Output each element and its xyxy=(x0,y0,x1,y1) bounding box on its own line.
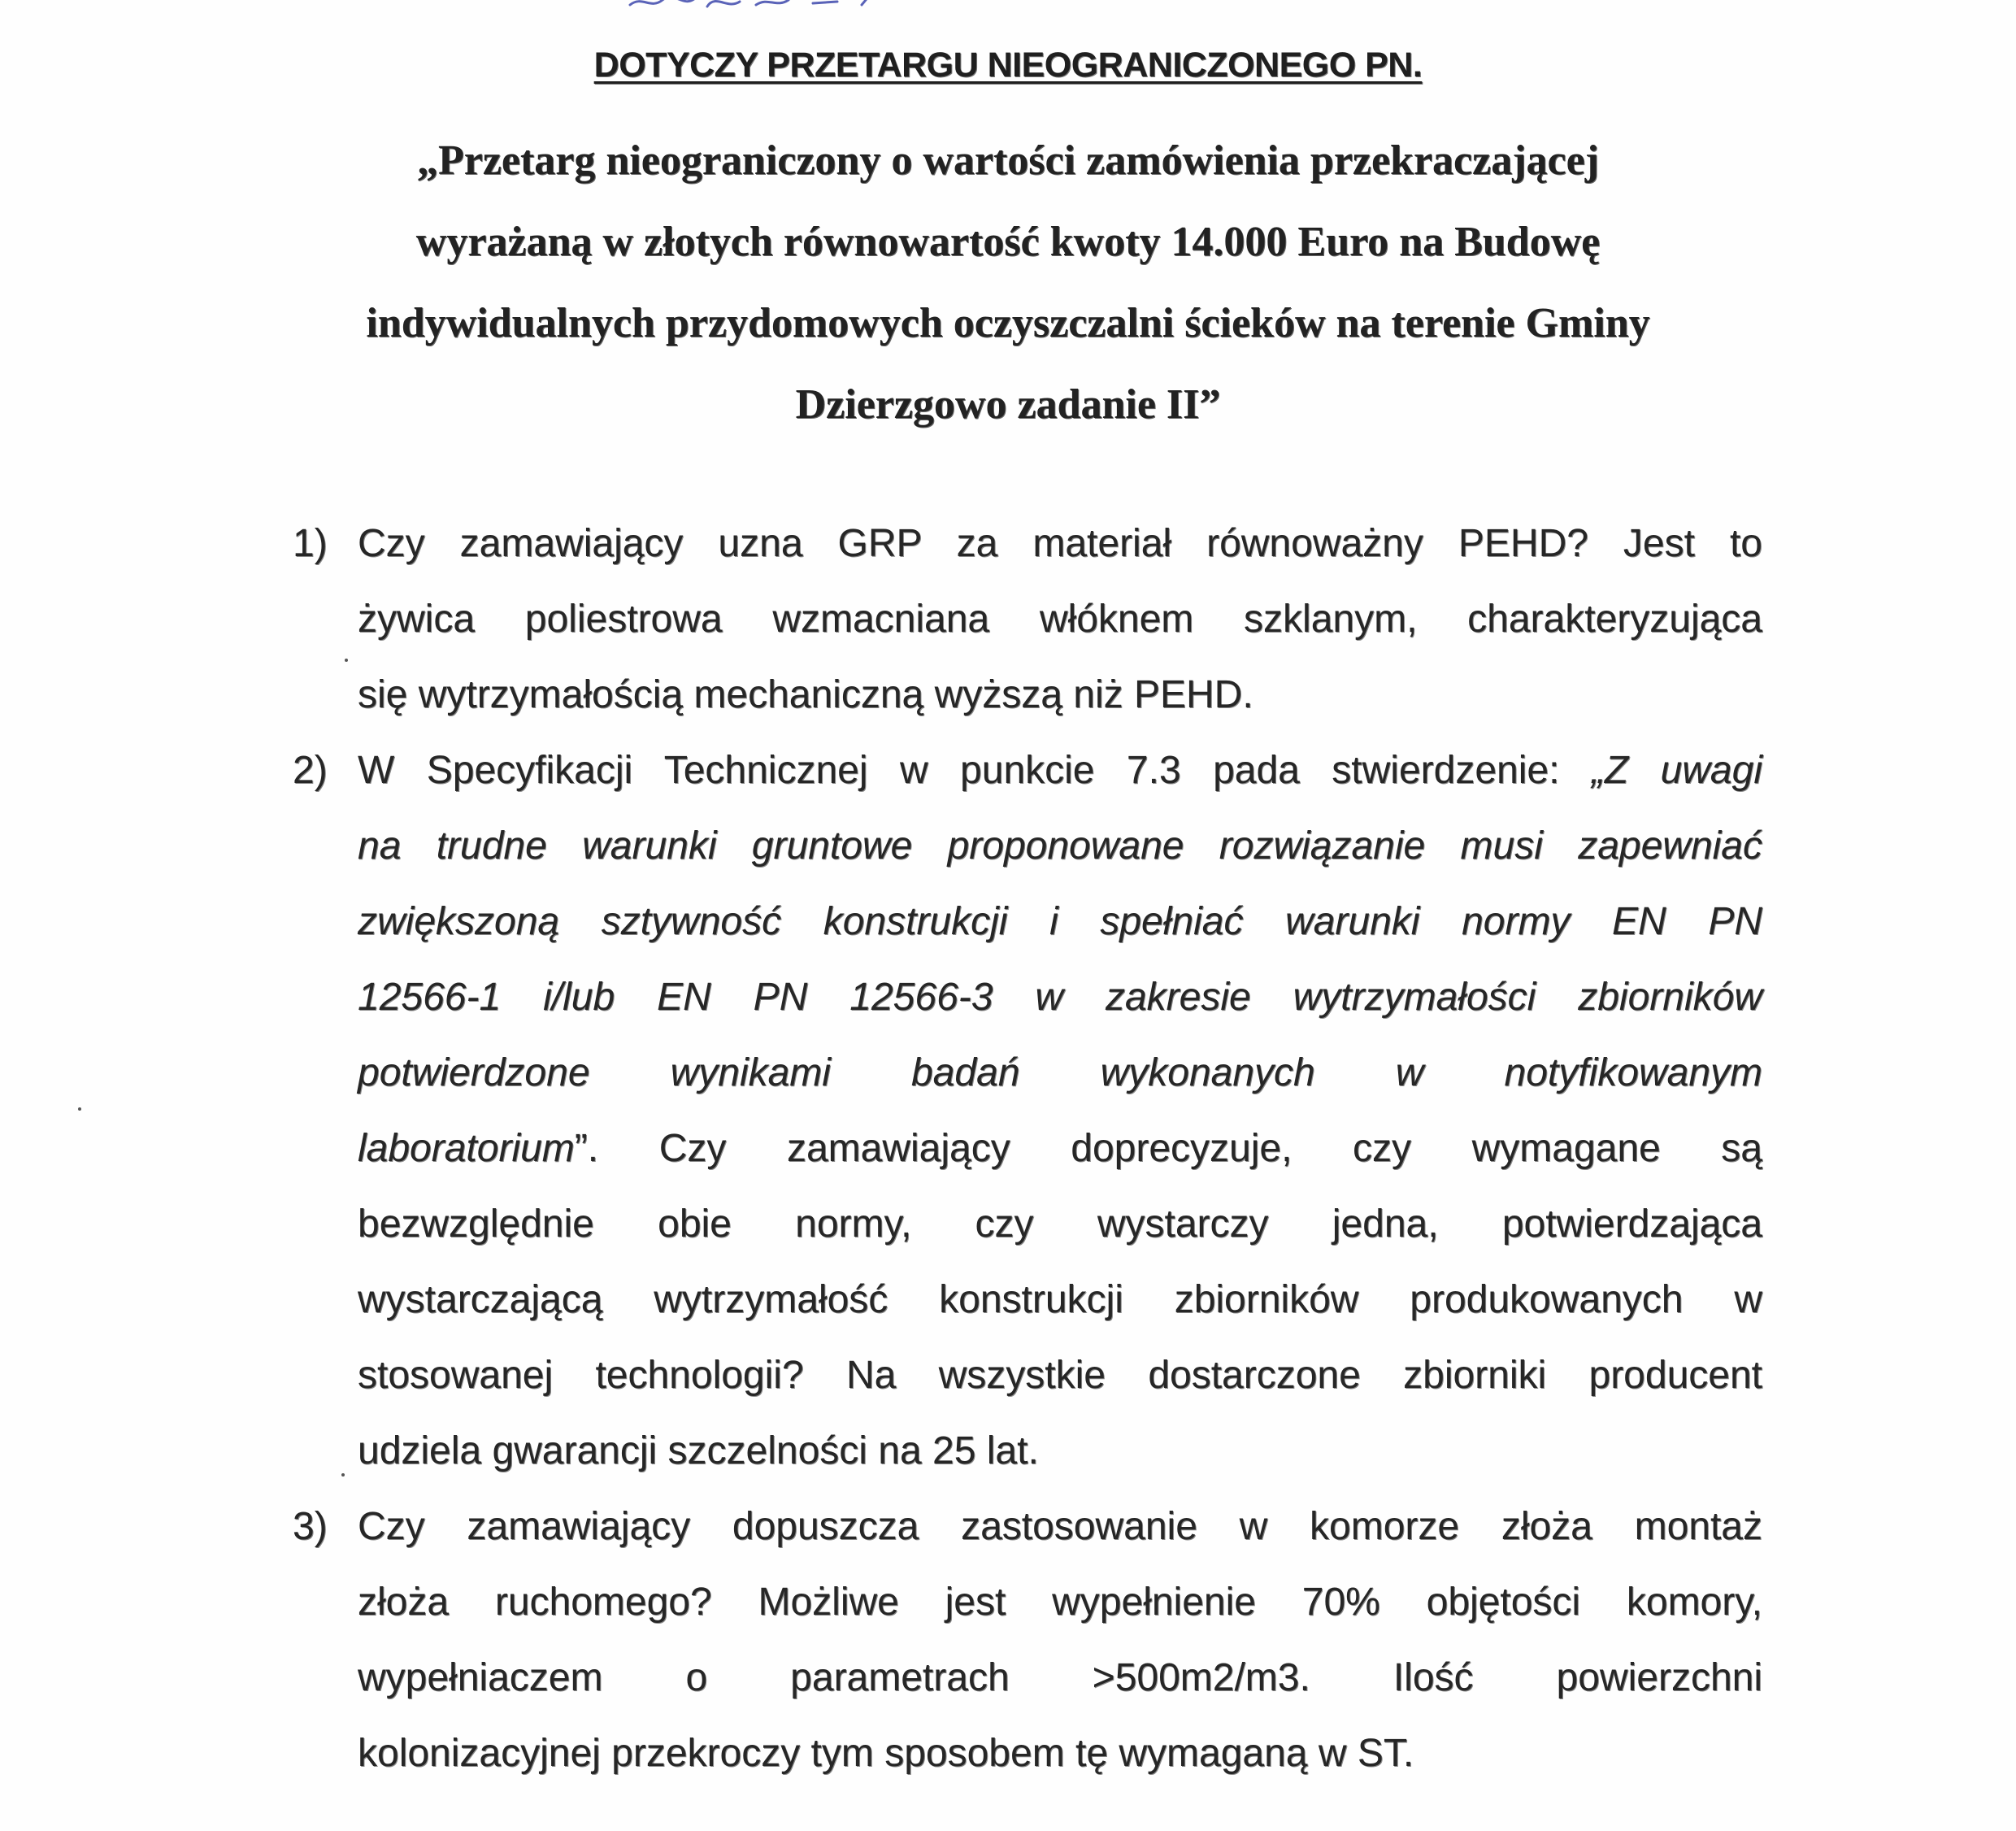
question-line xyxy=(358,1186,1762,1262)
question-text: wystarczającą wytrzymałość konstrukcji zbiorników produkowanych w xyxy=(358,1278,1762,1321)
question-item xyxy=(293,733,1762,1489)
question-text: udziela gwarancji szczelności na 25 lat. xyxy=(358,1429,1039,1472)
scan-speck xyxy=(341,1473,345,1477)
question-list xyxy=(293,506,1762,1791)
question-item xyxy=(293,1489,1762,1791)
question-line xyxy=(358,733,1762,808)
quoted-text: „Z uwagi xyxy=(1591,749,1762,792)
question-line xyxy=(358,1337,1762,1413)
question-item xyxy=(293,506,1762,733)
subject-line: wyrażaną w złotych równowartość kwoty 14.000 Euro na Budowę xyxy=(415,219,1601,265)
question-line: wypełniaczem o parametrach >500m2/m3. Ilość powierzchni xyxy=(358,1656,1762,1699)
scan-speck xyxy=(345,659,348,662)
tender-subject xyxy=(244,120,1772,446)
question-line xyxy=(358,808,1762,884)
subject-line: Dzierzgowo zadanie II” xyxy=(795,381,1221,428)
quoted-text: laboratorium xyxy=(358,1127,575,1170)
quoted-text: 12566-1 i/lub EN PN 12566-3 w zakresie wytrzymałości zbiorników xyxy=(358,976,1762,1019)
quoted-text: zwiększoną sztywność konstrukcji i spełniać warunki normy EN PN xyxy=(358,900,1762,943)
question-line xyxy=(358,1111,1762,1186)
question-number: 1) xyxy=(293,522,328,565)
question-line: Czy zamawiający dopuszcza zastosowanie w komorze złoża montaż xyxy=(358,1505,1762,1548)
scan-speck xyxy=(78,1107,81,1111)
subject-line: indywidualnych przydomowych oczyszczalni ścieków na terenie Gminy xyxy=(366,300,1650,346)
question-line: kolonizacyjnej przekroczy tym sposobem tę wymaganą w ST. xyxy=(358,1732,1414,1775)
question-line: żywica poliestrowa wzmacniana włóknem szklanym, charakteryzująca xyxy=(358,598,1762,641)
question-number: 3) xyxy=(293,1505,328,1548)
question-text: ”. Czy zamawiający doprecyzuje, czy wymagane są xyxy=(574,1127,1762,1170)
question-line xyxy=(358,1413,1762,1489)
document-heading: DOTYCZY PRZETARGU NIEOGRANICZONEGO PN. xyxy=(593,46,1423,85)
question-line: złoża ruchomego? Możliwe jest wypełnienie 70% objętości komory, xyxy=(358,1581,1762,1624)
question-text: stosowanej technologii? Na wszystkie dostarczone zbiorniki producent xyxy=(358,1354,1762,1397)
handwritten-mark xyxy=(626,0,886,13)
question-text: bezwzględnie obie normy, czy wystarczy jedna, potwierdzająca xyxy=(358,1203,1762,1246)
question-text: W Specyfikacji Technicznej w punkcie 7.3 pada stwierdzenie: xyxy=(358,749,1592,792)
quoted-text: potwierdzone wynikami badań wykonanych w notyfikowanym xyxy=(358,1051,1762,1094)
subject-line: „Przetarg nieograniczony o wartości zamówienia przekraczającej xyxy=(416,137,1600,184)
question-line xyxy=(358,959,1762,1035)
question-line xyxy=(358,1262,1762,1337)
quoted-text: na trudne warunki gruntowe proponowane rozwiązanie musi zapewniać xyxy=(358,824,1762,868)
question-line xyxy=(358,884,1762,959)
question-line: Czy zamawiający uzna GRP za materiał równoważny PEHD? Jest to xyxy=(358,522,1762,565)
question-number: 2) xyxy=(293,749,328,792)
question-line xyxy=(358,1035,1762,1111)
question-line: się wytrzymałością mechaniczną wyższą niż PEHD. xyxy=(358,673,1253,716)
